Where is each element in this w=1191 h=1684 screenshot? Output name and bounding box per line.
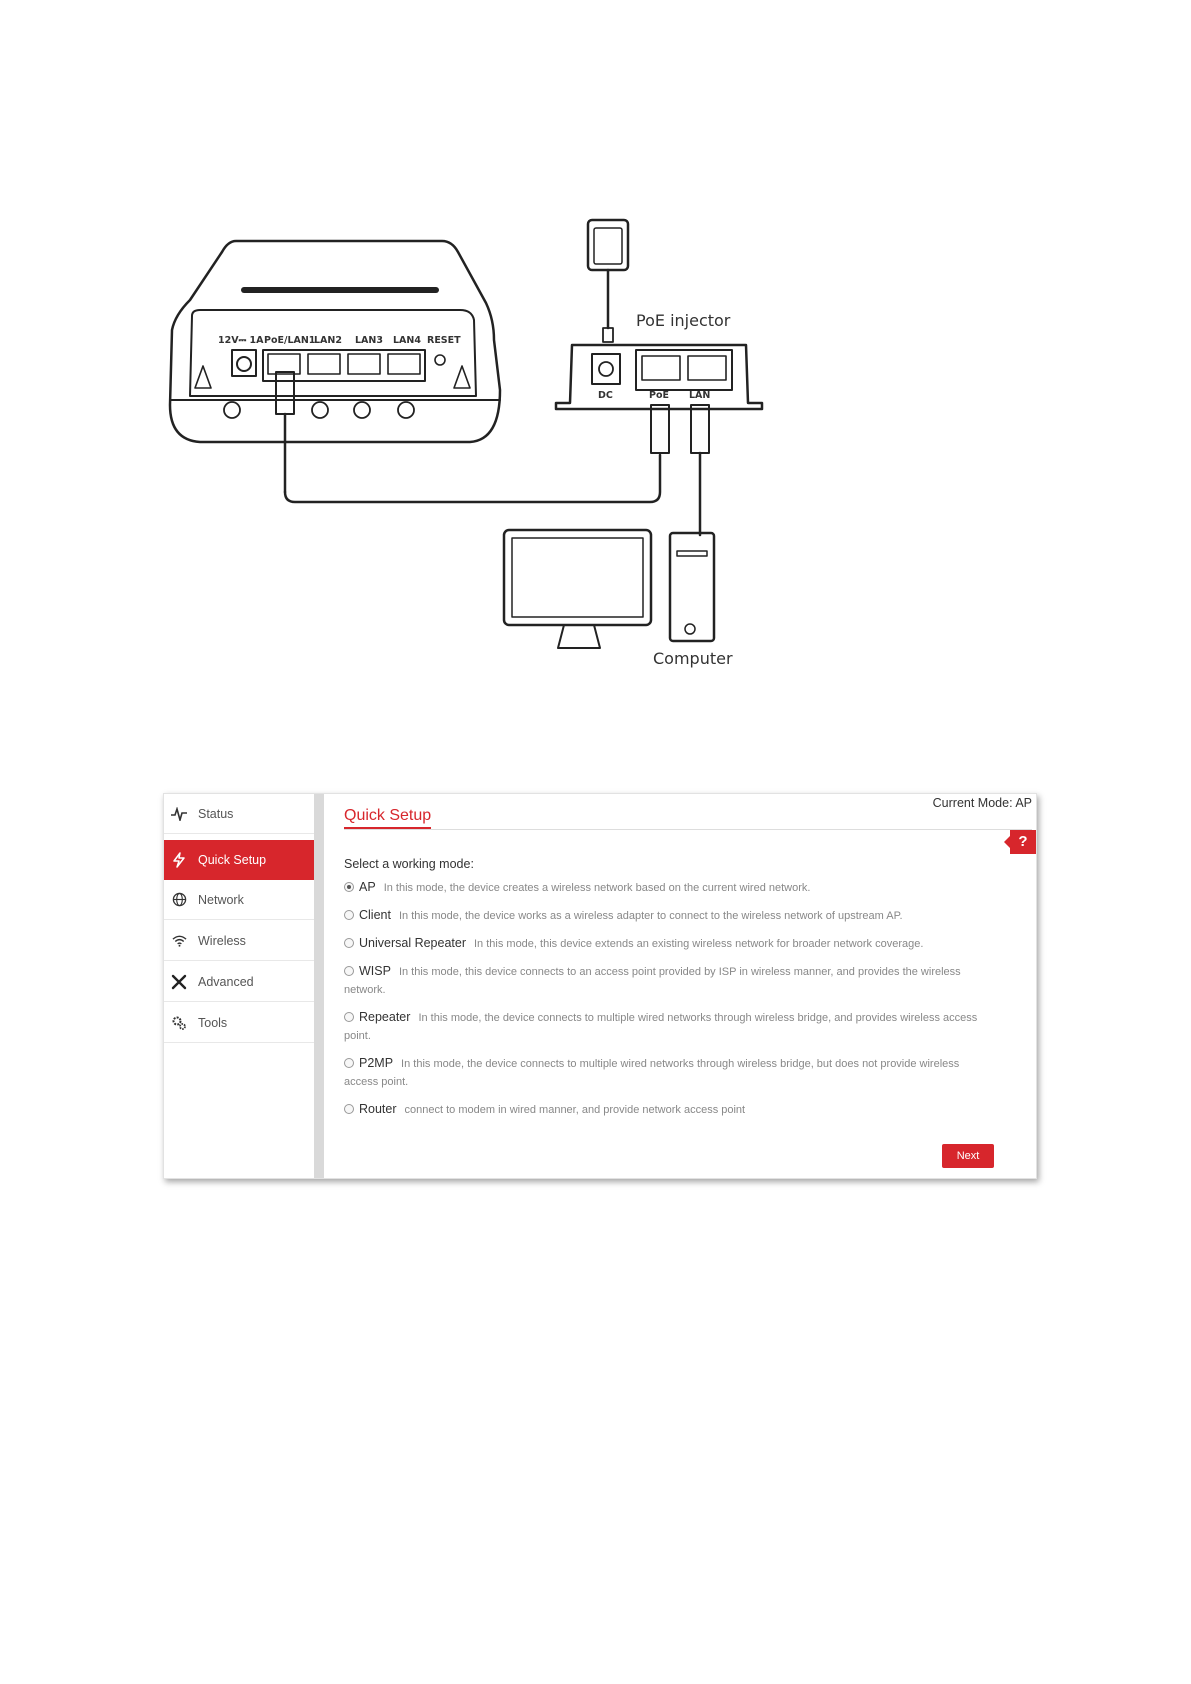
pulse-icon bbox=[170, 805, 188, 823]
cpe-device-illustration bbox=[170, 241, 500, 492]
injector-port-dc-label: DC bbox=[598, 390, 613, 401]
main-panel bbox=[334, 794, 1036, 1178]
lightning-icon bbox=[170, 851, 188, 869]
sidebar-item-quick-setup[interactable] bbox=[164, 840, 314, 880]
tools-icon bbox=[170, 973, 188, 991]
cpe-port-reset-label: RESET bbox=[427, 335, 461, 346]
title-bar bbox=[344, 807, 1032, 830]
injector-port-lan-label: LAN bbox=[689, 390, 711, 401]
sidebar-item-label: Wireless bbox=[198, 933, 246, 948]
injector-port-poe-label: PoE bbox=[649, 390, 669, 401]
power-adapter-illustration bbox=[588, 220, 628, 342]
cpe-port-lan4-label: LAN4 bbox=[393, 335, 421, 346]
poe-injector-illustration bbox=[556, 345, 762, 535]
sidebar-item-label: Advanced bbox=[198, 974, 254, 989]
sidebar-item-advanced[interactable] bbox=[164, 962, 314, 1002]
next-button[interactable]: Next bbox=[942, 1144, 994, 1168]
poe-injector-label: PoE injector bbox=[636, 311, 731, 330]
sidebar-item-label: Network bbox=[198, 892, 244, 907]
radio-button[interactable] bbox=[344, 882, 354, 892]
quick-setup-screenshot bbox=[163, 793, 1037, 1179]
cpe-port-lan3-label: LAN3 bbox=[355, 335, 383, 346]
mode-option-ap[interactable]: AP In this mode, the device creates a wireless network based on the current wired network. bbox=[344, 878, 984, 897]
sidebar bbox=[164, 794, 314, 1178]
radio-button[interactable] bbox=[344, 966, 354, 976]
sidebar-item-label: Tools bbox=[198, 1015, 228, 1030]
computer-illustration bbox=[504, 530, 714, 648]
mode-prompt: Select a working mode: bbox=[344, 857, 474, 871]
mode-option-wisp[interactable]: WISP In this mode, this device connects to an access point provided by ISP in wireless manner, and provides the wireless network. bbox=[344, 964, 961, 996]
current-mode-label: Current Mode: AP bbox=[932, 796, 1032, 810]
radio-button[interactable] bbox=[344, 938, 354, 948]
sidebar-item-label: Quick Setup bbox=[198, 853, 267, 867]
connection-diagram bbox=[0, 0, 1191, 700]
sidebar-item-wireless[interactable] bbox=[164, 921, 314, 961]
gears-icon bbox=[170, 1014, 188, 1032]
radio-button[interactable] bbox=[344, 1104, 354, 1114]
sidebar-item-status[interactable] bbox=[164, 794, 314, 834]
sidebar-item-tools[interactable] bbox=[164, 1003, 314, 1043]
mode-option-universal-repeater[interactable]: Universal Repeater In this mode, this device extends an existing wireless network for broader network coverage. bbox=[344, 934, 984, 953]
radio-button[interactable] bbox=[344, 1058, 354, 1068]
cpe-port-lan2-label: LAN2 bbox=[314, 335, 342, 346]
sidebar-divider bbox=[314, 794, 324, 1178]
computer-label: Computer bbox=[653, 649, 733, 668]
help-button[interactable]: ? bbox=[1010, 830, 1036, 854]
cpe-port-poe-lan1-label: PoE/LAN1 bbox=[264, 335, 316, 346]
wifi-icon bbox=[170, 932, 188, 950]
sidebar-item-label: Status bbox=[198, 806, 234, 821]
radio-button[interactable] bbox=[344, 1012, 354, 1022]
mode-option-p2mp[interactable]: P2MP In this mode, the device connects to multiple wired networks through wireless bridge, but does not provide wireless access point. bbox=[344, 1056, 960, 1088]
mode-option-router[interactable]: Router connect to modem in wired manner, and provide network access point bbox=[344, 1100, 984, 1119]
sidebar-item-network[interactable] bbox=[164, 880, 314, 920]
globe-icon bbox=[170, 891, 188, 909]
page-title: Quick Setup bbox=[344, 807, 431, 829]
mode-option-client[interactable]: Client In this mode, the device works as a wireless adapter to connect to the wireless network of upstream AP. bbox=[344, 906, 984, 925]
cpe-port-power-label: 12V⎓ 1A bbox=[218, 335, 264, 346]
radio-button[interactable] bbox=[344, 910, 354, 920]
mode-option-repeater[interactable]: Repeater In this mode, the device connects to multiple wired networks through wireless bridge, and provides wireless access point. bbox=[344, 1010, 978, 1042]
